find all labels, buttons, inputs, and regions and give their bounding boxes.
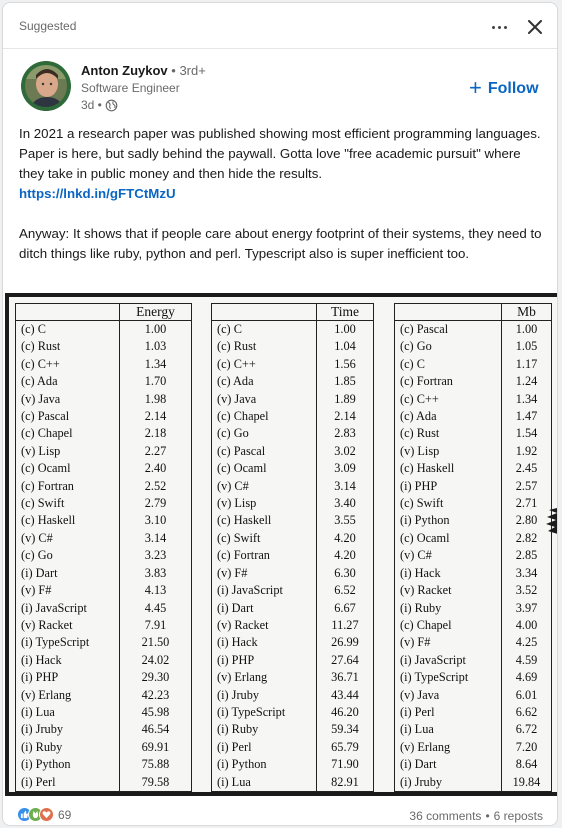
table-row [16,739,192,756]
value-cell: 46.54 [141,722,170,737]
table-row [395,600,552,617]
table-row [16,634,192,651]
post-meta [81,98,206,112]
comments-count[interactable]: 36 comments [409,809,482,823]
language-cell: (c) Rust [395,425,502,442]
table-row [16,669,192,686]
language-cell: (v) Java [212,391,317,408]
language-cell: (v) C# [212,478,317,495]
table-row [212,600,374,617]
table-row [16,756,192,773]
language-cell: (c) Pascal [212,443,317,460]
table-row [212,687,374,704]
value-cell: 3.02 [334,443,356,458]
table-row [395,408,552,425]
avatar-photo [21,61,71,111]
value-cell: 1.85 [334,374,356,389]
table-row [395,565,552,582]
value-cell: 43.44 [331,687,359,702]
value-cell: 1.24 [515,374,538,389]
table-header: Energy [120,304,192,321]
language-cell: (i) TypeScript [212,704,317,721]
language-cell: (c) Pascal [16,408,120,425]
dismiss-button[interactable] [521,13,549,41]
reactions-summary[interactable] [17,807,71,822]
table-row [212,338,374,355]
value-cell: 1.00 [515,322,538,336]
language-cell: (c) Rust [212,338,317,355]
value-cell: 69.91 [141,739,170,754]
table-row [16,547,192,564]
table-row [212,652,374,669]
language-cell: (c) C++ [16,356,120,373]
post-top-bar [3,3,557,49]
language-cell: (i) Dart [212,600,317,617]
table-row [212,634,374,651]
table-row [395,512,552,529]
post-paragraph: Anyway: It shows that if people care about energy footprint of their systems, they need to ditch things like ruby, python and perl. Typescript also is super inefficient too. [19,226,542,261]
table-row [212,478,374,495]
value-cell: 2.57 [515,478,538,493]
time-table [211,303,374,792]
value-cell: 2.82 [515,530,538,545]
table-row [395,739,552,756]
plus-icon: + [469,75,482,100]
language-cell: (c) Fortran [212,547,317,564]
value-cell: 1.00 [334,322,356,336]
language-cell: (i) PHP [212,652,317,669]
language-cell: (c) Haskell [395,460,502,477]
language-cell: (c) Pascal [395,321,502,339]
table-row [16,391,192,408]
language-cell: (i) JavaScript [395,652,502,669]
table-row [212,321,374,339]
value-cell: 4.00 [515,617,538,632]
post-image[interactable] [5,293,558,796]
language-cell: (c) Ada [212,373,317,390]
language-cell: (c) Ocaml [395,530,502,547]
value-cell: 42.23 [141,687,170,702]
value-cell: 4.59 [515,652,538,667]
language-cell: (v) C# [16,530,120,547]
value-cell: 7.91 [144,617,167,632]
language-cell: (i) TypeScript [16,634,120,651]
value-cell: 4.20 [334,530,356,545]
more-options-button[interactable] [485,13,513,41]
energy-table [15,303,192,792]
table-row [395,687,552,704]
value-cell: 2.71 [515,496,538,511]
language-cell: (v) F# [395,634,502,651]
language-cell: (v) C# [395,547,502,564]
language-cell: (i) Perl [16,774,120,792]
table-row [395,495,552,512]
value-cell: 79.58 [141,774,170,789]
value-cell: 1.34 [515,391,538,406]
table-row [16,408,192,425]
table-row [212,774,374,792]
table-row [395,338,552,355]
table-row [212,582,374,599]
language-cell: (c) C [212,321,317,339]
value-cell: 3.40 [334,496,356,511]
value-cell: 4.20 [334,548,356,563]
table-row [395,617,552,634]
value-cell: 46.20 [331,704,359,719]
table-header: Time [317,304,374,321]
language-cell: (v) Lisp [16,443,120,460]
table-row [16,425,192,442]
table-row [16,460,192,477]
author-avatar[interactable] [21,61,71,111]
author-headline: Software Engineer [81,81,180,95]
language-cell: (c) Haskell [16,512,120,529]
language-cell: (v) Java [395,687,502,704]
table-row [395,669,552,686]
value-cell: 3.14 [144,530,167,545]
value-cell: 1.17 [515,356,538,371]
language-cell: (c) Go [395,338,502,355]
value-cell: 6.67 [334,600,356,615]
language-cell: (c) C [395,356,502,373]
language-cell: (c) Fortran [16,478,120,495]
table-row [16,373,192,390]
value-cell: 19.84 [512,774,541,789]
language-cell: (i) Python [395,512,502,529]
value-cell: 1.70 [144,374,167,389]
table-row [16,321,192,339]
table-row [212,425,374,442]
table-row [16,512,192,529]
value-cell: 7.20 [515,739,538,754]
author-name[interactable]: Anton Zuykov [81,63,168,78]
value-cell: 2.40 [144,461,167,476]
table-row [212,565,374,582]
table-row [212,391,374,408]
language-cell: (v) Erlang [212,669,317,686]
table-row [16,774,192,792]
value-cell: 11.27 [331,617,359,632]
author-info [81,63,206,112]
close-icon [528,20,542,34]
table-row [212,617,374,634]
love-icon [39,807,54,822]
value-cell: 36.71 [331,670,359,685]
value-cell: 8.64 [515,757,538,772]
language-cell: (v) F# [16,582,120,599]
follow-button[interactable] [469,77,539,101]
value-cell: 2.79 [144,496,167,511]
value-cell: 2.83 [334,426,356,441]
language-cell: (c) Chapel [212,408,317,425]
table-row [395,547,552,564]
language-cell: (c) Ada [395,408,502,425]
language-cell: (c) C++ [212,356,317,373]
value-cell: 6.01 [515,687,538,702]
engagement-counts [409,809,543,823]
value-cell: 2.52 [144,478,167,493]
language-cell: (i) Jruby [16,721,120,738]
language-cell: (i) Hack [16,652,120,669]
value-cell: 1.98 [144,391,167,406]
suggested-label: Suggested [19,19,77,33]
language-cell: (c) Swift [395,495,502,512]
table-row [16,704,192,721]
language-cell: (i) JavaScript [16,600,120,617]
table-row [395,321,552,339]
value-cell: 4.69 [515,670,538,685]
table-row [16,721,192,738]
value-cell: 29.30 [141,670,170,685]
value-cell: 2.14 [144,409,167,424]
value-cell: 6.30 [334,565,356,580]
table-row [395,634,552,651]
language-cell: (i) Python [16,756,120,773]
value-cell: 59.34 [331,722,359,737]
table-row [395,756,552,773]
value-cell: 6.62 [515,704,538,719]
language-cell: (i) Hack [212,634,317,651]
table-row [395,774,552,792]
table-row [212,530,374,547]
table-row [16,617,192,634]
language-cell: (v) Racket [212,617,317,634]
globe-icon [105,99,118,112]
language-cell: (i) Dart [395,756,502,773]
language-cell: (v) Racket [395,582,502,599]
value-cell: 2.18 [144,426,167,441]
value-cell: 6.52 [334,583,356,598]
table-header-blank [16,304,120,321]
value-cell: 75.88 [141,757,170,772]
value-cell: 3.09 [334,461,356,476]
torn-edge [541,507,558,537]
social-counts-bar [3,803,557,826]
value-cell: 2.27 [144,443,167,458]
language-cell: (v) Java [16,391,120,408]
follow-label: Follow [487,80,539,97]
table-row [16,478,192,495]
table-row [16,356,192,373]
table-row [16,582,192,599]
value-cell: 1.54 [515,426,538,441]
value-cell: 1.05 [515,339,538,354]
value-cell: 1.00 [144,322,167,336]
table-row [395,721,552,738]
table-row [395,478,552,495]
benchmark-tables [9,297,557,792]
table-row [16,443,192,460]
value-cell: 6.72 [515,722,538,737]
value-cell: 24.02 [141,652,170,667]
language-cell: (i) Ruby [16,739,120,756]
table-row [212,704,374,721]
language-cell: (i) PHP [16,669,120,686]
language-cell: (i) Ruby [395,600,502,617]
value-cell: 4.45 [144,600,167,615]
table-row [16,338,192,355]
table-row [16,530,192,547]
language-cell: (i) Lua [212,774,317,792]
table-row [212,460,374,477]
language-cell: (c) Swift [212,530,317,547]
feed-post-card [2,2,558,826]
table-row [212,669,374,686]
language-cell: (c) Haskell [212,512,317,529]
memory-table [394,303,552,792]
value-cell: 3.14 [334,478,356,493]
language-cell: (v) Erlang [395,739,502,756]
language-cell: (v) Erlang [16,687,120,704]
language-cell: (i) Python [212,756,317,773]
value-cell: 1.34 [144,356,167,371]
more-icon [492,26,507,29]
table-row [212,495,374,512]
language-cell: (i) Perl [212,739,317,756]
value-cell: 27.64 [331,652,359,667]
value-cell: 2.80 [515,513,538,528]
table-row [212,373,374,390]
value-cell: 1.92 [515,443,538,458]
language-cell: (c) Fortran [395,373,502,390]
value-cell: 82.91 [331,774,359,789]
post-time: 3d • [81,98,102,112]
table-row [212,739,374,756]
value-cell: 3.10 [144,513,167,528]
table-header-blank [212,304,317,321]
language-cell: (i) Jruby [212,687,317,704]
language-cell: (i) PHP [395,478,502,495]
value-cell: 3.83 [144,565,167,580]
value-cell: 45.98 [141,704,170,719]
value-cell: 21.50 [141,635,170,650]
reaction-count: 69 [58,807,72,822]
language-cell: (i) JavaScript [212,582,317,599]
value-cell: 1.56 [334,356,356,371]
value-cell: 3.55 [334,513,356,528]
table-row [212,756,374,773]
value-cell: 26.99 [331,635,359,650]
author-name-line [81,63,206,78]
language-cell: (c) Go [16,547,120,564]
language-cell: (i) TypeScript [395,669,502,686]
value-cell: 2.45 [515,461,538,476]
table-row [16,495,192,512]
table-row [212,721,374,738]
table-row [212,512,374,529]
value-cell: 3.97 [515,600,538,615]
table-row [16,652,192,669]
language-cell: (c) C [16,321,120,339]
value-cell: 4.25 [515,635,538,650]
language-cell: (c) Chapel [395,617,502,634]
language-cell: (c) Chapel [16,425,120,442]
value-cell: 2.85 [515,548,538,563]
table-row [212,408,374,425]
post-body [19,124,545,264]
language-cell: (i) Ruby [212,721,317,738]
table-row [395,460,552,477]
language-cell: (v) Racket [16,617,120,634]
table-row [395,356,552,373]
table-row [395,391,552,408]
table-row [395,704,552,721]
value-cell: 3.34 [515,565,538,580]
connection-degree: • 3rd+ [167,63,206,78]
value-cell: 65.79 [331,739,359,754]
table-row [212,356,374,373]
table-row [212,547,374,564]
language-cell: (c) Ocaml [212,460,317,477]
language-cell: (c) C++ [395,391,502,408]
language-cell: (i) Dart [16,565,120,582]
language-cell: (v) Lisp [212,495,317,512]
language-cell: (i) Hack [395,565,502,582]
reposts-count[interactable]: 6 reposts [493,809,543,823]
language-cell: (c) Ada [16,373,120,390]
post-link[interactable]: https://lnkd.in/gFTCtMzU [19,186,176,201]
language-cell: (c) Rust [16,338,120,355]
table-row [395,443,552,460]
table-row [395,582,552,599]
value-cell: 1.89 [334,391,356,406]
table-row [212,443,374,460]
post-paragraph: In 2021 a research paper was published showing most efficient programming languages. Paper is here, but sadly behind the paywall. Gotta love "free academic pursuit" where they take in public money and then hide the results. [19,126,541,181]
language-cell: (i) Lua [395,721,502,738]
value-cell: 1.04 [334,339,356,354]
table-row [395,425,552,442]
value-cell: 3.52 [515,583,538,598]
table-row [395,373,552,390]
table-row [16,600,192,617]
value-cell: 3.23 [144,548,167,563]
value-cell: 1.03 [144,339,167,354]
language-cell: (c) Go [212,425,317,442]
value-cell: 1.47 [515,409,538,424]
language-cell: (v) Lisp [395,443,502,460]
value-cell: 71.90 [331,757,359,772]
table-header-blank [395,304,502,321]
language-cell: (i) Perl [395,704,502,721]
table-header: Mb [502,304,552,321]
table-row [395,652,552,669]
table-row [16,687,192,704]
separator: • [485,809,490,823]
language-cell: (v) F# [212,565,317,582]
table-row [395,530,552,547]
language-cell: (c) Ocaml [16,460,120,477]
value-cell: 2.14 [334,409,356,424]
language-cell: (i) Lua [16,704,120,721]
language-cell: (i) Jruby [395,774,502,792]
table-row [16,565,192,582]
value-cell: 4.13 [144,583,167,598]
language-cell: (c) Swift [16,495,120,512]
